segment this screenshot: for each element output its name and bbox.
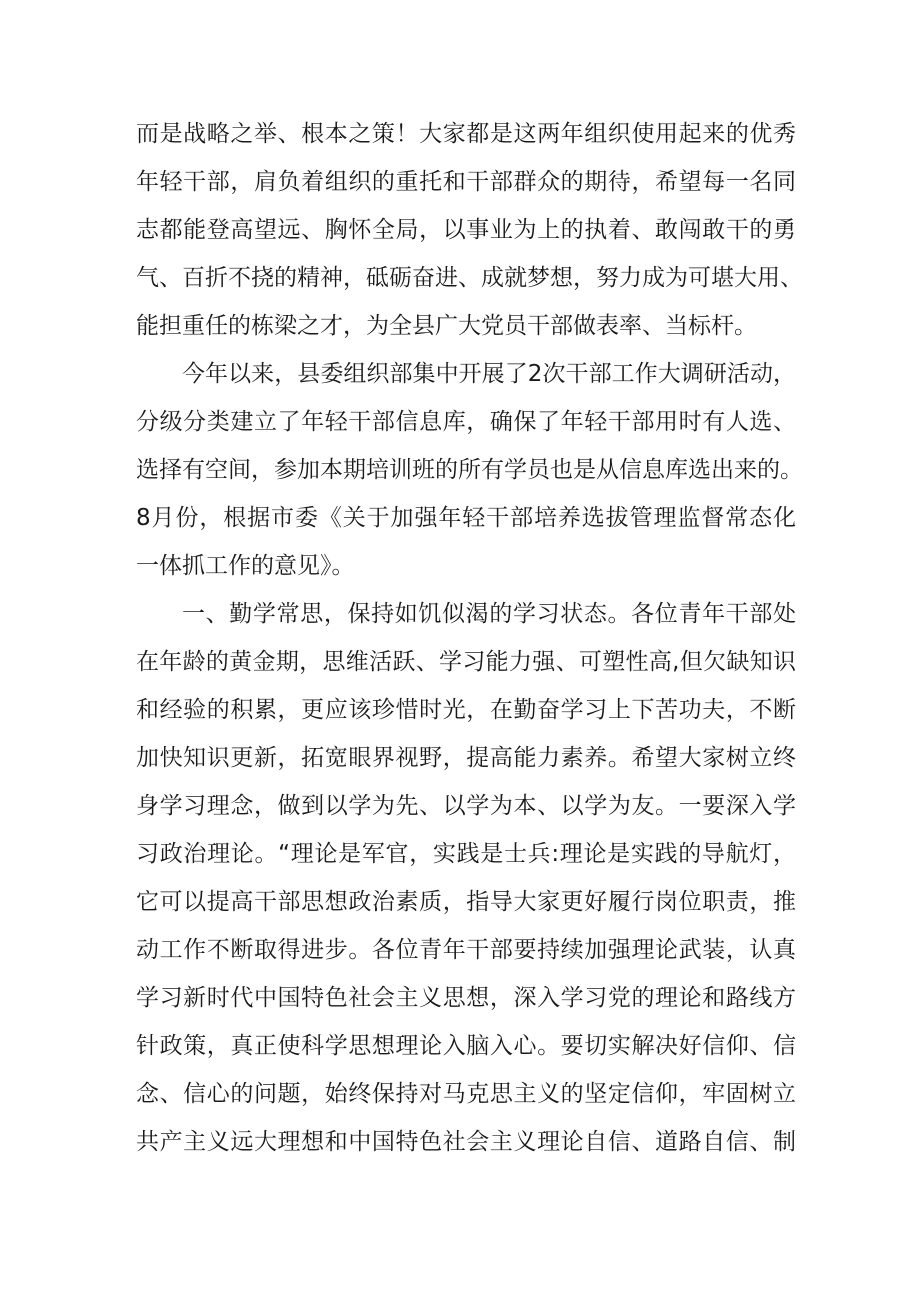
text-line: 加快知识更新，拓宽眼界视野，提高能力素养。希望大家树立终	[136, 745, 796, 771]
text-line: 选择有空间，参加本期培训班的所有学员也是从信息库选出来的。	[136, 457, 803, 483]
text-line: 动工作不断取得进步。各位青年干部要持续加强理论武装，认真	[136, 937, 796, 963]
text-line: 身学习理念，做到以学为先、以学为本、以学为友。一要深入学	[136, 793, 796, 819]
text-line: 分级分类建立了年轻干部信息库，确保了年轻干部用时有人选、	[136, 409, 796, 435]
text-line: 志都能登高望远、胸怀全局，以事业为上的执着、敢闯敢干的勇	[136, 217, 796, 243]
text-line: 而是战略之举、根本之策！大家都是这两年组织使用起来的优秀	[136, 121, 796, 147]
text-line: 它可以提高干部思想政治素质，指导大家更好履行岗位职责，推	[136, 889, 796, 915]
text-line: 针政策，真正使科学思想理论入脑入心。要切实解决好信仰、信	[136, 1033, 796, 1059]
paragraph-first-line: 今年以来，县委组织部集中开展了2次干部工作大调研活动，	[182, 361, 796, 387]
section-heading-line: 一、勤学常思，保持如饥似渴的学习状态。各位青年干部处	[182, 601, 796, 627]
text-line: 8月份，根据市委《关于加强年轻干部培养选拔管理监督常态化	[136, 505, 796, 531]
text-line: 学习新时代中国特色社会主义思想，深入学习党的理论和路线方	[136, 985, 796, 1011]
text-line: 共产主义远大理想和中国特色社会主义理论自信、道路自信、制	[136, 1129, 796, 1155]
text-line: 能担重任的栋梁之才，为全县广大党员干部做表率、当标杆。	[136, 313, 757, 339]
text-line: 一体抓工作的意见》。	[136, 553, 355, 579]
text-line: 和经验的积累，更应该珍惜时光，在勤奋学习上下苦功夫，不断	[136, 697, 796, 723]
text-line: 习政治理论。“理论是军官，实践是士兵:理论是实践的导航灯，	[136, 841, 796, 867]
text-line: 年轻干部，肩负着组织的重托和干部群众的期待，希望每一名同	[136, 169, 796, 195]
text-line: 在年龄的黄金期，思维活跃、学习能力强、可塑性高,但欠缺知识	[136, 649, 796, 675]
text-line: 念、信心的问题，始终保持对马克思主义的坚定信仰，牢固树立	[136, 1081, 796, 1107]
text-line: 气、百折不挠的精神，砥砺奋进、成就梦想，努力成为可堪大用、	[136, 265, 803, 291]
